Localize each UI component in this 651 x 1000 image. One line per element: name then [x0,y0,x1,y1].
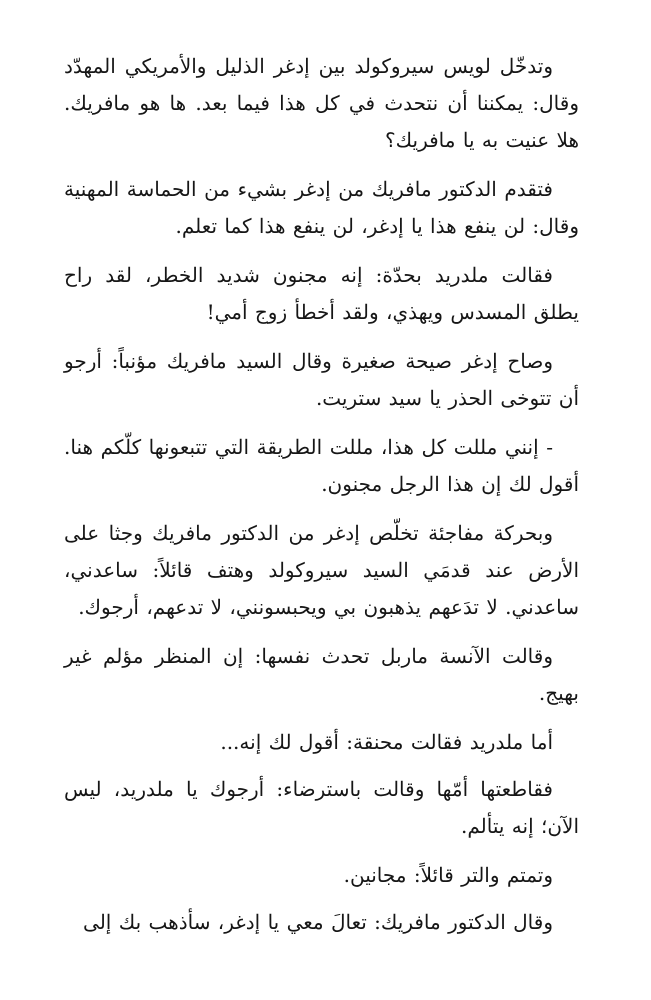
paragraph: فقاطعتها أمّها وقالت باسترضاء: أرجوك يا ملدريد، ليس الآن؛ إنه يتألم. [64,777,579,838]
paragraph: - إنني مللت كل هذا، مللت الطريقة التي تتبعونها كلّكم هنا. أقول لك إن هذا الرجل مجنون. [64,435,579,496]
paragraph: وتدخّل لويس سيروكولد بين إدغر الذليل والأمريكي المهدّد وقال: يمكننا أن نتحدث في كل هذا فيما بعد. ها هو مافريك. هلا عنيت به يا مافريك؟ [64,54,579,152]
paragraph: وقالت الآنسة ماربل تحدث نفسها: إن المنظر مؤلم غير بهيج. [64,644,579,705]
paragraph: وصاح إدغر صيحة صغيرة وقال السيد مافريك مؤنباً: أرجو أن تتوخى الحذر يا سيد ستريت. [64,349,579,410]
paragraph: وتمتم والتر قائلاً: مجانين. [343,863,553,887]
paragraph: وقال الدكتور مافريك: تعالَ معي يا إدغر، سأذهب بك إلى [83,910,553,934]
paragraph: فتقدم الدكتور مافريك من إدغر بشيء من الحماسة المهنية وقال: لن ينفع هذا يا إدغر، لن ينفع هذا كما تعلم. [64,177,579,238]
book-page [64,48,579,1000]
paragraph: وبحركة مفاجئة تخلّص إدغر من الدكتور مافريك وجثا على الأرض عند قدمَي السيد سيروكولد وهتف قائلاً: ساعدني، ساعدني. لا تدَعهم يذهبون بي ويحبسونني، لا تدعهم، أرجوك. [64,521,579,619]
paragraph: أما ملدريد فقالت محنقة: أقول لك إنه... [220,730,553,754]
paragraph: فقالت ملدريد بحدّة: إنه مجنون شديد الخطر، لقد راح يطلق المسدس ويهذي، ولقد أخطأ زوج أمي! [64,263,579,324]
